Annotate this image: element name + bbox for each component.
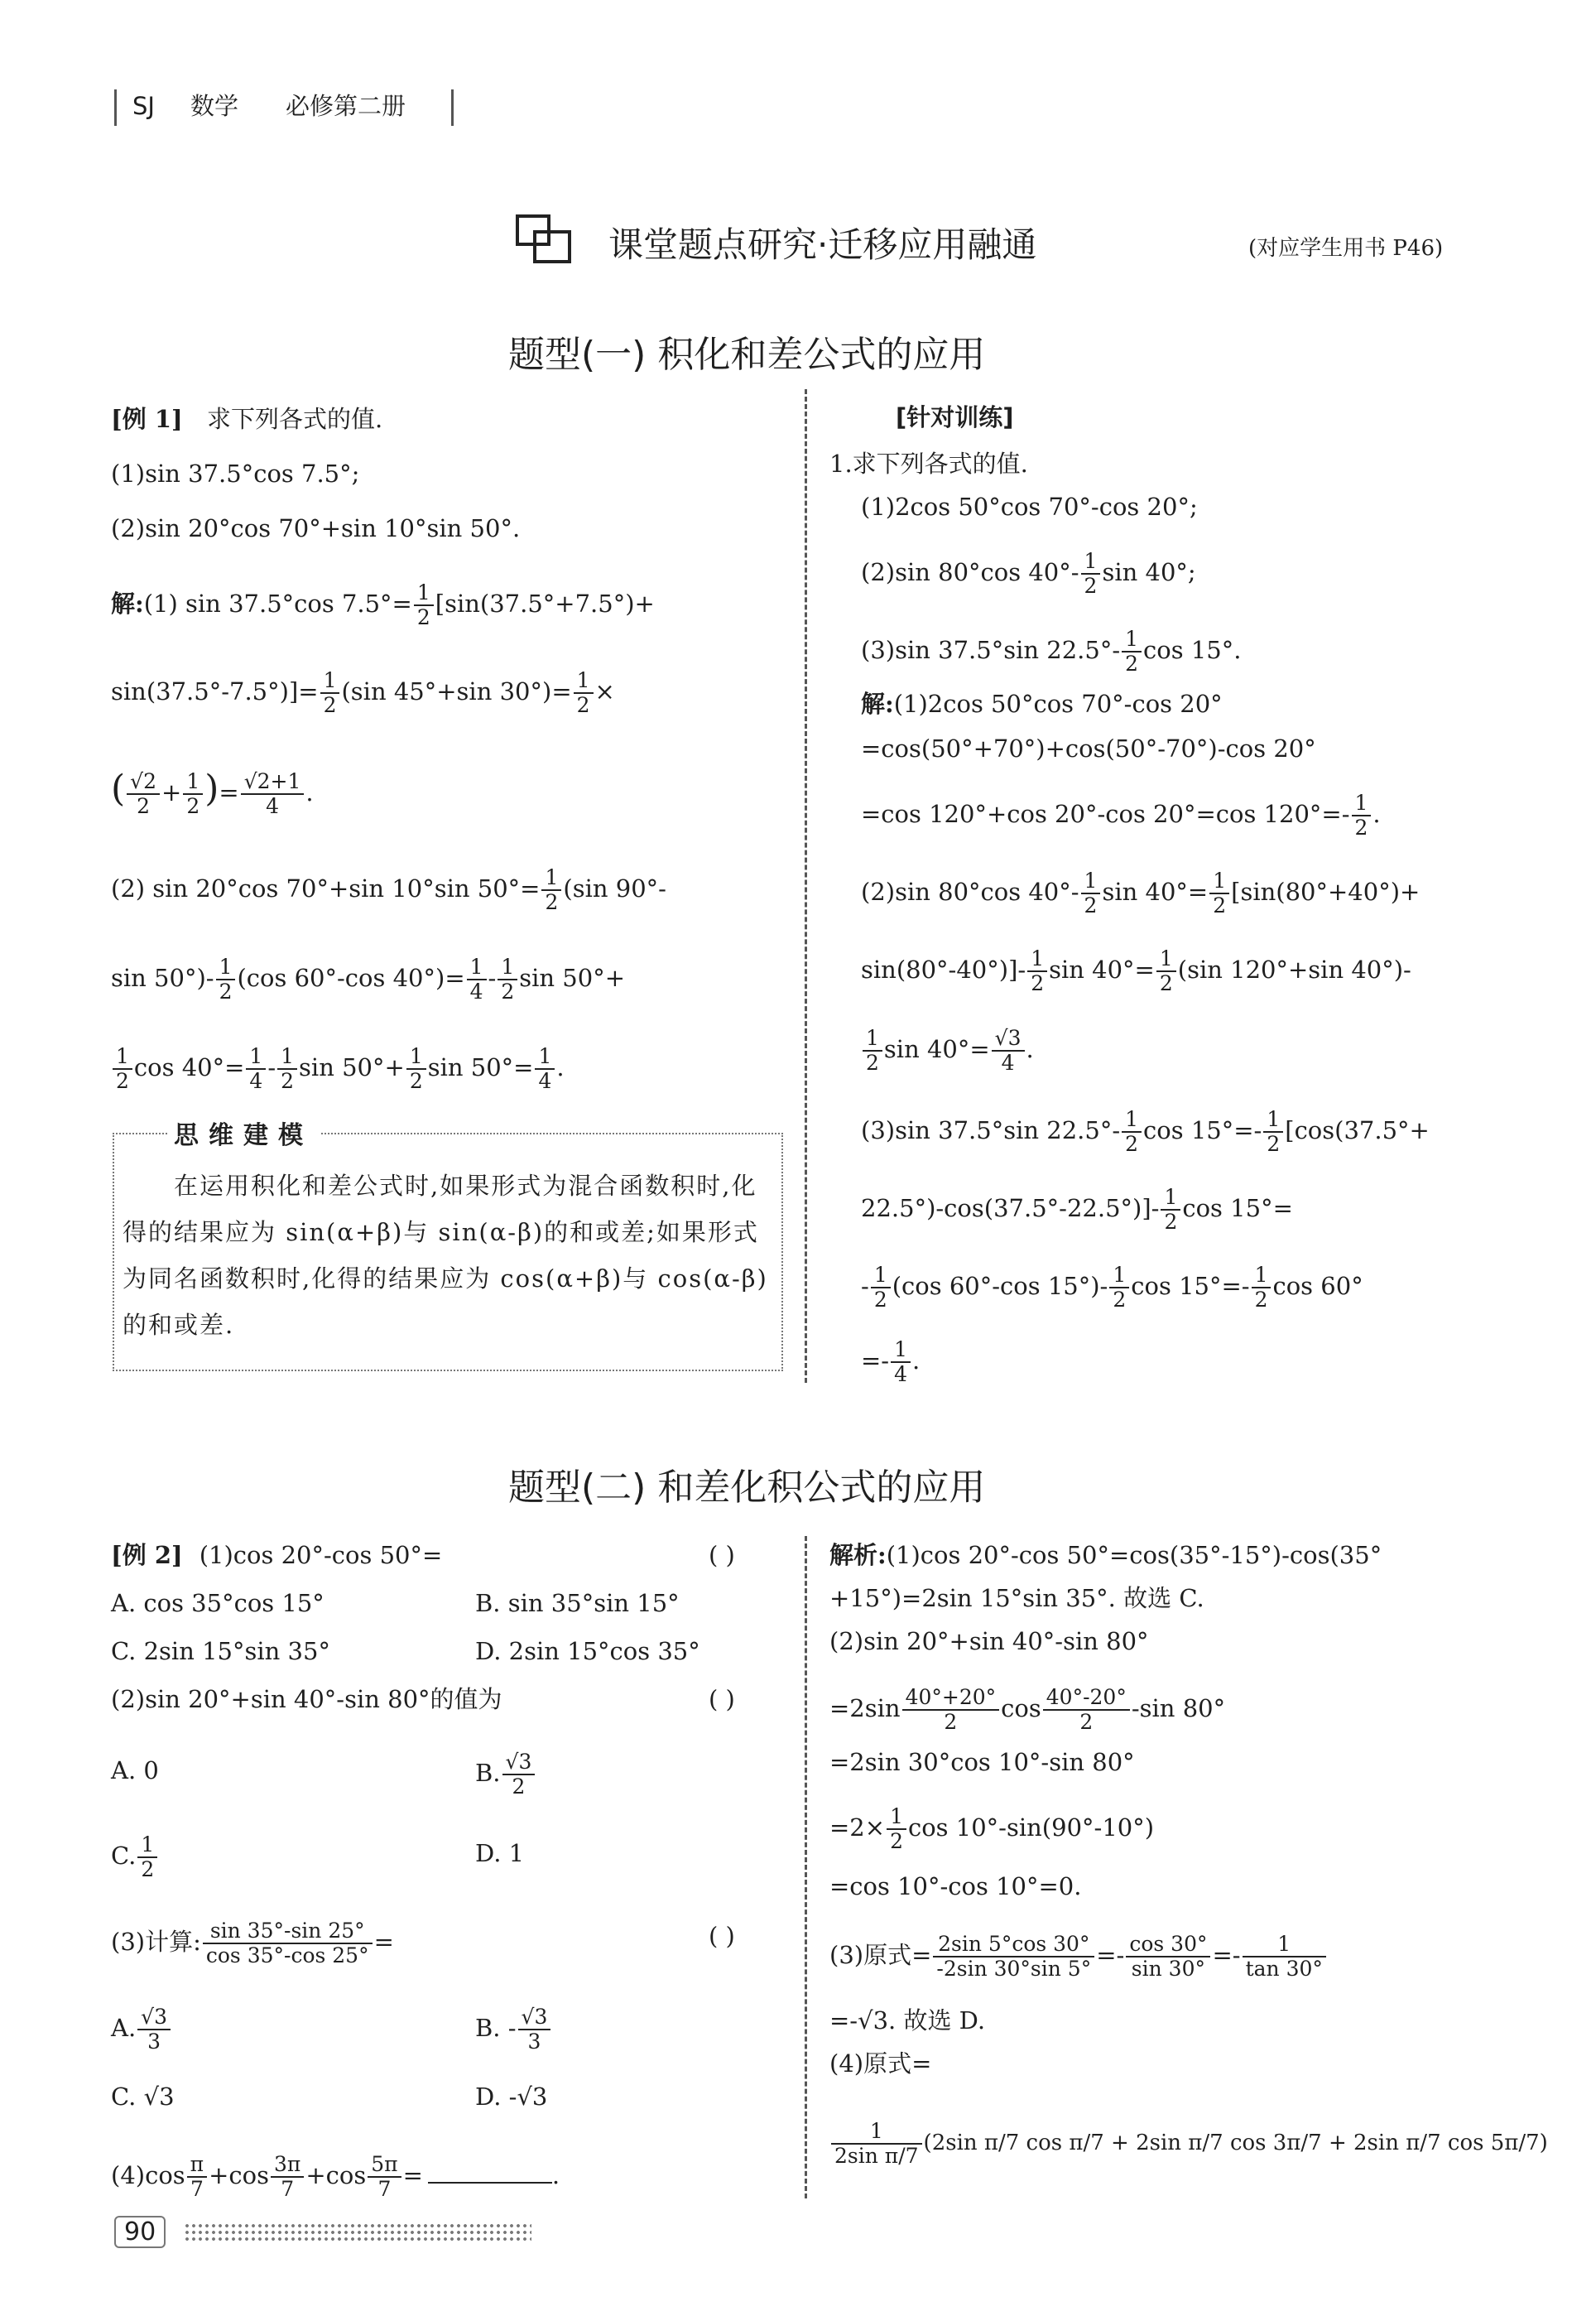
example2-q1 <box>111 1539 442 1572</box>
example2-tag: [例 2] <box>111 1541 183 1569</box>
fraction-a3-1: $\frac{2\sin 5^\circ\cos 30^\circ}{-2\sin 30^\circ\sin 5^\circ}$ <box>933 1933 1094 1981</box>
training-sol-line2: =cos(50°+70°)+cos(50°-70°)-cos 20° <box>861 734 1316 763</box>
sol-text: (3)sin 37.5°sin 22.5°- <box>861 1116 1121 1144</box>
sol-text: [sin(80°+40°)+ <box>1231 878 1421 906</box>
header-right-bar <box>451 89 454 126</box>
solution-label: 解: <box>111 590 144 618</box>
q-text: . <box>551 2161 560 2189</box>
q1-option-b: B. sin 35°sin 15° <box>475 1589 680 1617</box>
sol-text: sin 50°)- <box>111 964 214 992</box>
paren: ) <box>204 768 219 810</box>
sol-text: [sin(37.5°+7.5°)+ <box>435 590 655 618</box>
paren: ( <box>111 768 126 810</box>
example1-q2: (2)sin 20°cos 70°+sin 10°sin 50°. <box>111 514 521 542</box>
example1-q1: (1)sin 37.5°cos 7.5°; <box>111 460 360 488</box>
fraction-q3: $\frac{\sin 35^\circ-\sin 25^\circ}{\cos 35^\circ-\cos 25^\circ}$ <box>203 1919 373 1967</box>
analysis-line9: =-√3. 故选 D. <box>829 2006 986 2034</box>
a-text: -sin 80° <box>1131 1694 1226 1722</box>
training-sol-line3 <box>861 792 1381 840</box>
fraction-half: $\frac{1}{2}$ <box>1352 792 1372 840</box>
fraction-40p20: $\frac{40^\circ+20^\circ}{2}$ <box>902 1686 1000 1734</box>
sol-text: (sin 45°+sin 30°)= <box>341 677 572 705</box>
sol-text: =- <box>861 1346 890 1375</box>
sol-text: sin 40°= <box>1049 956 1155 984</box>
example1-sol-line1 <box>111 581 655 629</box>
a-text: =- <box>1212 1941 1241 1969</box>
fraction-half: $\frac{1}{2}$ <box>277 1045 297 1093</box>
q-text: = <box>373 1928 394 1956</box>
q-text: (3)计算: <box>111 1928 201 1956</box>
example2-q4 <box>111 2153 560 2201</box>
a-text: =2× <box>829 1813 886 1842</box>
sol-text: (cos 60°-cos 15°)- <box>892 1272 1108 1300</box>
fraction-root3-over-3: $\frac{√3}{3}$ <box>137 2006 171 2054</box>
sol-text: . <box>912 1346 921 1375</box>
fraction-half: $\frac{1}{2}$ <box>1027 947 1047 995</box>
fraction-half: $\frac{1}{2}$ <box>1161 1186 1180 1234</box>
example1-sol-line3 <box>111 770 314 818</box>
a-text: cos 10°-sin(90°-10°) <box>907 1813 1155 1842</box>
header-left-bar <box>114 89 117 126</box>
fraction-answer1: $\frac{√2+1}{4}$ <box>241 770 305 818</box>
fraction-half: $\frac{1}{2}$ <box>541 866 561 914</box>
sol-text: . <box>1026 1035 1034 1063</box>
sol-text: - <box>861 1272 869 1300</box>
fraction-half: $\frac{1}{2}$ <box>406 1045 426 1093</box>
header-subject: 数学 <box>190 92 239 120</box>
fraction-half: $\frac{1}{2}$ <box>183 770 203 818</box>
q1-option-a: A. cos 35°cos 15° <box>111 1589 324 1617</box>
fraction-half: $\frac{1}{2}$ <box>1209 869 1229 917</box>
q-text: cos 15°. <box>1143 636 1242 664</box>
a-text: (2sin π/7 cos π/7 + 2sin π/7 cos 3π/7 + 2sin π/7 cos 5π/7) <box>923 2131 1548 2155</box>
q-text: (1)cos 20°-cos 50°= <box>199 1541 443 1569</box>
analysis-line3: (2)sin 20°+sin 40°-sin 80° <box>829 1627 1149 1655</box>
example1-sol-line6 <box>111 1045 565 1093</box>
thinking-model-title: 思维建模 <box>167 1115 320 1151</box>
sol-text: cos 15°=- <box>1143 1116 1262 1144</box>
example2-q3-paren: ( ) <box>709 1922 735 1950</box>
thinking-model-text: 在运用积化和差公式时,如果形式为混合函数积时,化得的结果应为 sin(α+β)与 sin(α-β)的和或差;如果形式为同名函数积时,化得的结果应为 cos(α+β)与 cos(α-β)的和或差. <box>123 1172 768 1339</box>
analysis-line2: +15°)=2sin 15°sin 35°. 故选 C. <box>829 1584 1204 1612</box>
sol-text: sin 50°+ <box>299 1053 405 1081</box>
example1-tag: [例 1] <box>111 405 183 433</box>
training-sol-line4 <box>861 869 1420 917</box>
a-text: =- <box>1096 1941 1125 1969</box>
sol-text: sin(37.5°-7.5°)]= <box>111 677 319 705</box>
example1-sol-line5 <box>111 956 625 1004</box>
fraction-root3-over-3: $\frac{√3}{3}$ <box>518 2006 551 2054</box>
example2-q2-paren: ( ) <box>709 1685 735 1713</box>
sol-text: (sin 90°- <box>563 874 666 903</box>
analysis-line1 <box>829 1539 1382 1572</box>
fraction-3pi-7: $\frac{3\pi}{7}$ <box>271 2153 304 2201</box>
fraction-half: $\frac{1}{2}$ <box>574 669 594 717</box>
analysis-line11 <box>829 2120 1548 2168</box>
training-prompt: 1.求下列各式的值. <box>829 450 1028 478</box>
q-text: +cos <box>305 2161 367 2189</box>
training-sol-line5 <box>861 947 1411 995</box>
fraction-5pi-7: $\frac{5\pi}{7}$ <box>368 2153 401 2201</box>
fraction-root3-over-4: $\frac{√3}{4}$ <box>992 1027 1025 1075</box>
sol-text: cos 40°= <box>133 1053 245 1081</box>
training-q2 <box>861 550 1196 598</box>
q1-option-d: D. 2sin 15°cos 35° <box>475 1637 700 1665</box>
analysis-line6 <box>829 1805 1154 1853</box>
fraction-root2-over-2: $\frac{√2}{2}$ <box>127 770 160 818</box>
sol-text: (2) sin 20°cos 70°+sin 10°sin 50°= <box>111 874 541 903</box>
fraction-40m20: $\frac{40^\circ-20^\circ}{2}$ <box>1043 1686 1130 1734</box>
fraction-root3-over-2: $\frac{√3}{2}$ <box>502 1750 536 1799</box>
training-sol-line9 <box>861 1264 1363 1312</box>
sol-text: cos 15°= <box>1182 1194 1293 1222</box>
fraction-half: $\frac{1}{2}$ <box>1109 1264 1129 1312</box>
opt-text: B. <box>475 1759 501 1787</box>
a-text: (3)原式= <box>829 1941 932 1969</box>
analysis-line10: (4)原式= <box>829 2049 932 2078</box>
sol-text: × <box>594 677 615 705</box>
q2-option-b <box>475 1750 536 1799</box>
sol-text: . <box>305 778 314 807</box>
sol-text: cos 60° <box>1272 1272 1363 1300</box>
fraction-pi-7: $\frac{\pi}{7}$ <box>187 2153 207 2201</box>
solution-label: 解: <box>861 690 894 718</box>
analysis-label: 解析: <box>829 1541 887 1569</box>
sol-text: (1)2cos 50°cos 70°-cos 20° <box>893 690 1223 718</box>
sol-text: sin 40°= <box>1102 878 1209 906</box>
training-sol-line6 <box>861 1027 1034 1075</box>
sol-text: + <box>161 778 182 807</box>
sol-text: sin(80°-40°)]- <box>861 956 1026 984</box>
column-divider-2 <box>805 1536 807 2198</box>
sol-text: (sin 120°+sin 40°)- <box>1177 956 1411 984</box>
fraction-half: $\frac{1}{2}$ <box>887 1805 906 1853</box>
training-sol-line10 <box>861 1338 920 1386</box>
fraction-quarter: $\frac{1}{4}$ <box>467 956 487 1004</box>
fraction-a3-3: $\frac{1}{\tan 30^\circ}$ <box>1243 1933 1326 1981</box>
opt-text: B. - <box>475 2014 517 2042</box>
training-title: [针对训练] <box>896 403 1014 431</box>
example2-q2: (2)sin 20°+sin 40°-sin 80°的值为 <box>111 1685 502 1713</box>
sol-text: = <box>219 778 239 807</box>
sol-text: cos 15°=- <box>1131 1272 1250 1300</box>
fraction-half: $\frac{1}{2}$ <box>320 669 340 717</box>
page-number: 90 <box>114 2216 166 2248</box>
section-ref: (对应学生用书 P46) <box>1248 236 1444 261</box>
section-icon <box>515 214 573 265</box>
q-text: = <box>402 2161 423 2189</box>
q1-option-c: C. 2sin 15°sin 35° <box>111 1637 330 1665</box>
training-sol-line8 <box>861 1186 1293 1234</box>
analysis-line8 <box>829 1933 1328 1981</box>
sol-text: sin 40°= <box>883 1035 990 1063</box>
sol-text: sin 50°+ <box>519 964 626 992</box>
sol-text: 22.5°)-cos(37.5°-22.5°)]- <box>861 1194 1160 1222</box>
analysis-line5: =2sin 30°cos 10°-sin 80° <box>829 1748 1135 1776</box>
type1-title: 题型(一) 积化和差公式的应用 <box>508 334 986 376</box>
header-series: SJ <box>132 92 155 120</box>
footer-dot-bar <box>184 2222 531 2244</box>
column-divider-1 <box>805 389 807 1383</box>
analysis-line7: =cos 10°-cos 10°=0. <box>829 1872 1082 1900</box>
sol-text: (2)sin 80°cos 40°- <box>861 878 1079 906</box>
q2-option-c <box>111 1833 159 1881</box>
fraction-half: $\frac{1}{2}$ <box>1081 550 1101 598</box>
sol-text: [cos(37.5°+ <box>1285 1116 1430 1144</box>
example1-prompt: 求下列各式的值. <box>206 405 383 433</box>
fraction-half: $\frac{1}{2}$ <box>498 956 517 1004</box>
sol-text: - <box>267 1053 276 1081</box>
example1-heading <box>111 402 382 436</box>
fraction-half: $\frac{1}{2}$ <box>1156 947 1176 995</box>
example2-q3 <box>111 1919 394 1967</box>
example1-sol-line2 <box>111 669 615 717</box>
sol-text: (cos 60°-cos 40°)= <box>237 964 465 992</box>
q-text: (4)cos <box>111 2161 185 2189</box>
fraction-half: $\frac{1}{2}$ <box>414 581 434 629</box>
training-q3 <box>861 628 1241 676</box>
fraction-a4-front: $\frac{1}{\text{2sin π/7}}$ <box>831 2120 922 2168</box>
training-sol-line1 <box>861 687 1223 720</box>
sol-text: . <box>1372 800 1381 828</box>
fraction-quarter: $\frac{1}{4}$ <box>246 1045 266 1093</box>
q-text: (2)sin 80°cos 40°- <box>861 558 1079 586</box>
q2-option-d: D. 1 <box>475 1839 525 1867</box>
fraction-half: $\frac{1}{2}$ <box>871 1264 891 1312</box>
fraction-quarter: $\frac{1}{4}$ <box>891 1338 911 1386</box>
fraction-half: $\frac{1}{2}$ <box>1081 869 1101 917</box>
example1-sol-line4 <box>111 866 666 914</box>
section-title: 课堂题点研究·迁移应用融通 <box>608 224 1037 265</box>
header-book: 必修第二册 <box>286 92 406 120</box>
a-text: (1)cos 20°-cos 50°=cos(35°-15°)-cos(35° <box>886 1541 1382 1569</box>
opt-text: A. <box>111 2014 137 2042</box>
fraction-half: $\frac{1}{2}$ <box>1122 1108 1142 1156</box>
fraction-half: $\frac{1}{2}$ <box>1263 1108 1283 1156</box>
q2-option-a: A. 0 <box>111 1756 159 1784</box>
example2-q1-paren: ( ) <box>709 1541 735 1569</box>
q-text: (3)sin 37.5°sin 22.5°- <box>861 636 1121 664</box>
fraction-half: $\frac{1}{2}$ <box>216 956 236 1004</box>
sol-text: - <box>488 964 497 992</box>
fraction-half: $\frac{1}{2}$ <box>113 1045 132 1093</box>
training-q1: (1)2cos 50°cos 70°-cos 20°; <box>861 493 1198 521</box>
sol-text: . <box>556 1053 565 1081</box>
sol-text: (1) sin 37.5°cos 7.5°= <box>143 590 412 618</box>
fraction-half: $\frac{1}{2}$ <box>137 1833 157 1881</box>
fraction-half: $\frac{1}{2}$ <box>1122 628 1142 676</box>
fraction-half: $\frac{1}{2}$ <box>1252 1264 1272 1312</box>
q3-option-a <box>111 2006 172 2054</box>
sol-text: =cos 120°+cos 20°-cos 20°=cos 120°=- <box>861 800 1350 828</box>
a-text: cos <box>1001 1694 1041 1722</box>
analysis-line4 <box>829 1686 1225 1734</box>
q-text: +cos <box>209 2161 269 2189</box>
sol-text: sin 50°= <box>427 1053 534 1081</box>
fraction-a3-2: $\frac{\cos 30^\circ}{\sin 30^\circ}$ <box>1126 1933 1210 1981</box>
q3-option-b <box>475 2006 552 2054</box>
q3-option-c: C. √3 <box>111 2083 175 2111</box>
a-text: =2sin <box>829 1694 901 1722</box>
answer-blank <box>428 2182 552 2184</box>
opt-text: C. <box>111 1842 137 1870</box>
training-sol-line7 <box>861 1108 1430 1156</box>
fraction-half: $\frac{1}{2}$ <box>863 1027 882 1075</box>
fraction-quarter: $\frac{1}{4}$ <box>535 1045 555 1093</box>
q-text: sin 40°; <box>1102 558 1196 586</box>
q3-option-d: D. -√3 <box>475 2083 548 2111</box>
type2-title: 题型(二) 和差化积公式的应用 <box>508 1466 986 1509</box>
